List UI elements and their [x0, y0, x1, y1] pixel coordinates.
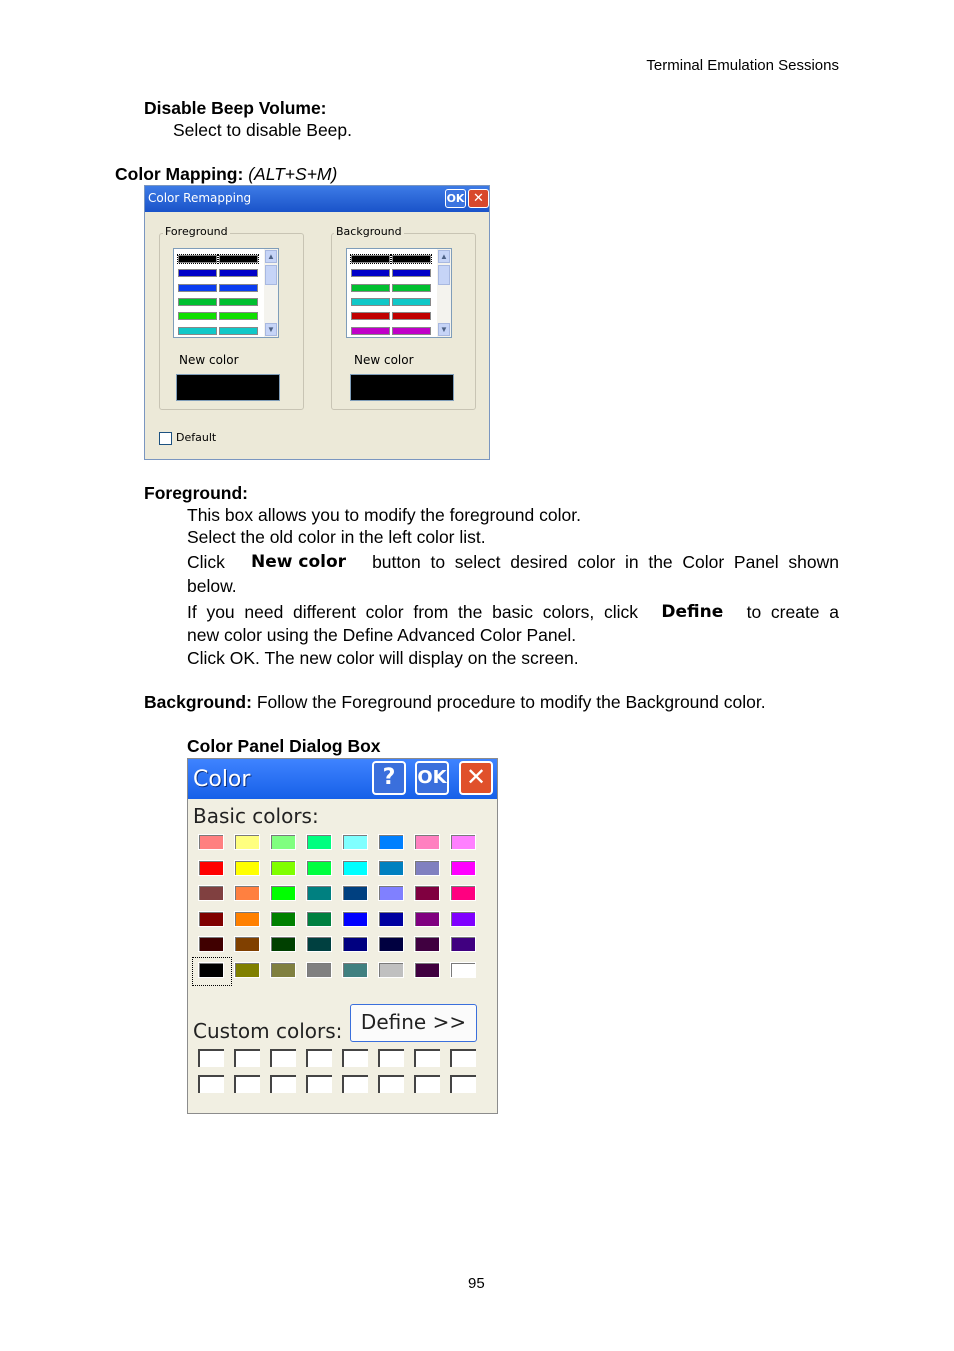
background-list-swatch[interactable]: [392, 312, 431, 320]
basic-color-cell[interactable]: [378, 834, 404, 850]
color-mapping-heading: [115, 163, 337, 185]
color-panel-caption: Color Panel Dialog Box: [187, 736, 381, 756]
custom-color-cell[interactable]: [306, 1075, 332, 1093]
background-list-swatch[interactable]: [392, 255, 431, 263]
scroll-up-icon[interactable]: ▲: [265, 250, 277, 263]
basic-color-cell[interactable]: [450, 834, 476, 850]
background-list-swatch[interactable]: [392, 269, 431, 277]
color-remapping-dialog: [144, 185, 490, 460]
background-new-color-button[interactable]: [350, 374, 454, 401]
background-list-swatch[interactable]: [351, 255, 390, 263]
foreground-define-wrap: new color using the Define Advanced Color Panel.: [187, 625, 577, 645]
background-color-list[interactable]: [346, 248, 452, 338]
foreground-list-scrollbar[interactable]: [264, 249, 278, 337]
basic-color-cell[interactable]: [342, 860, 368, 876]
background-new-color-label: New color: [354, 353, 414, 367]
background-list-swatch[interactable]: [392, 284, 431, 292]
custom-color-cell[interactable]: [234, 1049, 260, 1067]
disable-beep-text: Select to disable Beep.: [173, 120, 353, 140]
foreground-line-1: This box allows you to modify the foreground color.: [187, 505, 581, 525]
background-list-swatch[interactable]: [351, 312, 390, 320]
background-list-swatch[interactable]: [351, 269, 390, 277]
foreground-list-swatch[interactable]: [219, 255, 258, 263]
color-mapping-shortcut: (ALT+S+M): [248, 164, 338, 184]
basic-color-cell[interactable]: [414, 962, 440, 978]
foreground-line-2: Select the old color in the left color list.: [187, 527, 486, 547]
define-prefix: If you need different color from the basic colors, click: [187, 602, 638, 622]
basic-color-cell[interactable]: [378, 936, 404, 952]
foreground-list-swatch[interactable]: [178, 327, 217, 335]
basic-color-cell[interactable]: [234, 860, 260, 876]
remap-close-button[interactable]: ✕: [468, 189, 489, 208]
foreground-heading: Foreground:: [144, 483, 249, 503]
foreground-click-wrap: below.: [187, 576, 237, 596]
basic-color-cell[interactable]: [378, 911, 404, 927]
custom-color-cell[interactable]: [198, 1075, 224, 1093]
color-panel-dialog: [187, 758, 498, 1114]
background-text: Follow the Foreground procedure to modify the Background color.: [256, 692, 766, 712]
foreground-list-swatch[interactable]: [219, 327, 258, 335]
foreground-list-swatch[interactable]: [178, 312, 217, 320]
basic-colors-label: Basic colors:: [193, 804, 319, 828]
color-mapping-label: Color Mapping:: [115, 164, 244, 184]
basic-color-cell[interactable]: [234, 834, 260, 850]
basic-color-cell[interactable]: [198, 936, 224, 952]
basic-color-cell[interactable]: [414, 936, 440, 952]
basic-color-cell[interactable]: [270, 911, 296, 927]
color-title-bar: [188, 759, 497, 799]
foreground-new-color-label: New color: [179, 353, 239, 367]
define-word: Define: [661, 602, 724, 622]
basic-color-cell[interactable]: [342, 911, 368, 927]
remap-title-bar: [145, 186, 489, 212]
foreground-list-swatch[interactable]: [178, 269, 217, 277]
foreground-color-list[interactable]: [173, 248, 279, 338]
background-list-swatch[interactable]: [351, 284, 390, 292]
background-paragraph: [144, 691, 766, 713]
custom-color-cell[interactable]: [234, 1075, 260, 1093]
background-group-label: Background: [336, 225, 402, 238]
help-button[interactable]: ?: [372, 761, 406, 795]
foreground-list-swatch[interactable]: [219, 312, 258, 320]
custom-color-cell[interactable]: [450, 1049, 476, 1067]
background-list-scrollbar[interactable]: [437, 249, 451, 337]
basic-color-cell[interactable]: [306, 860, 332, 876]
default-checkbox[interactable]: [159, 432, 172, 445]
custom-color-cell[interactable]: [306, 1049, 332, 1067]
custom-color-cell[interactable]: [414, 1075, 440, 1093]
scroll-thumb[interactable]: [438, 265, 450, 285]
new-color-word: New color: [250, 552, 347, 572]
background-list-swatch[interactable]: [392, 298, 431, 306]
basic-color-cell[interactable]: [342, 936, 368, 952]
basic-color-cell[interactable]: [198, 834, 224, 850]
custom-color-cell[interactable]: [378, 1075, 404, 1093]
running-header: Terminal Emulation Sessions: [646, 57, 839, 74]
background-heading: Background:: [144, 692, 252, 712]
remap-ok-button[interactable]: OK: [445, 189, 466, 208]
define-suffix: to create a: [746, 602, 839, 622]
basic-color-cell[interactable]: [198, 860, 224, 876]
color-close-button[interactable]: ✕: [459, 761, 493, 795]
custom-color-cell[interactable]: [378, 1049, 404, 1067]
foreground-list-swatch[interactable]: [178, 284, 217, 292]
basic-color-cell[interactable]: [378, 860, 404, 876]
foreground-define-line: [187, 601, 839, 623]
scroll-thumb[interactable]: [265, 265, 277, 285]
custom-color-cell[interactable]: [198, 1049, 224, 1067]
basic-color-cell[interactable]: [306, 885, 332, 901]
scroll-up-icon[interactable]: ▲: [438, 250, 450, 263]
foreground-list-swatch[interactable]: [219, 284, 258, 292]
basic-color-cell[interactable]: [342, 885, 368, 901]
basic-color-cell[interactable]: [414, 860, 440, 876]
scroll-down-icon[interactable]: ▼: [265, 323, 277, 336]
basic-color-cell[interactable]: [234, 962, 260, 978]
basic-color-cell[interactable]: [450, 962, 476, 978]
basic-color-cell[interactable]: [198, 911, 224, 927]
custom-colors-label: Custom colors:: [193, 1019, 343, 1043]
scroll-down-icon[interactable]: ▼: [438, 323, 450, 336]
basic-color-cell[interactable]: [306, 834, 332, 850]
remap-title: Color Remapping: [148, 191, 252, 205]
basic-color-cell[interactable]: [306, 936, 332, 952]
custom-color-cell[interactable]: [270, 1049, 296, 1067]
custom-color-cell[interactable]: [270, 1075, 296, 1093]
basic-color-cell[interactable]: [450, 911, 476, 927]
basic-color-cell[interactable]: [342, 962, 368, 978]
default-label: Default: [176, 431, 217, 444]
color-title: Color: [193, 767, 251, 792]
foreground-list-swatch[interactable]: [178, 298, 217, 306]
background-list-swatch[interactable]: [351, 298, 390, 306]
click-suffix: button to select desired color in the Color Panel shown: [372, 552, 839, 572]
page-number: 95: [468, 1275, 485, 1292]
basic-color-cell[interactable]: [234, 885, 260, 901]
color-ok-button[interactable]: OK: [415, 761, 449, 795]
click-prefix: Click: [187, 552, 225, 572]
basic-color-cell[interactable]: [270, 860, 296, 876]
basic-color-cell[interactable]: [450, 860, 476, 876]
foreground-click-line: [187, 551, 839, 573]
basic-color-cell[interactable]: [270, 936, 296, 952]
basic-color-cell[interactable]: [378, 885, 404, 901]
basic-color-cell[interactable]: [342, 834, 368, 850]
basic-color-cell[interactable]: [414, 834, 440, 850]
foreground-group-label: Foreground: [165, 225, 228, 238]
foreground-list-swatch[interactable]: [219, 269, 258, 277]
basic-color-cell[interactable]: [306, 962, 332, 978]
basic-color-cell[interactable]: [378, 962, 404, 978]
basic-color-cell[interactable]: [414, 885, 440, 901]
foreground-list-swatch[interactable]: [178, 255, 217, 263]
background-list-swatch[interactable]: [351, 327, 390, 335]
basic-color-cell[interactable]: [450, 936, 476, 952]
selected-color-frame: [192, 957, 232, 986]
basic-color-cell[interactable]: [270, 962, 296, 978]
define-button[interactable]: Define >>: [350, 1004, 477, 1042]
basic-color-cell[interactable]: [306, 911, 332, 927]
basic-color-cell[interactable]: [270, 885, 296, 901]
foreground-new-color-button[interactable]: [176, 374, 280, 401]
disable-beep-heading: Disable Beep Volume:: [144, 98, 327, 118]
foreground-list-swatch[interactable]: [219, 298, 258, 306]
background-list-swatch[interactable]: [392, 327, 431, 335]
basic-color-cell[interactable]: [234, 936, 260, 952]
foreground-ok-line: Click OK. The new color will display on the screen.: [187, 648, 579, 668]
custom-color-cell[interactable]: [342, 1049, 368, 1067]
custom-color-cell[interactable]: [342, 1075, 368, 1093]
basic-color-cell[interactable]: [414, 911, 440, 927]
basic-color-cell[interactable]: [198, 885, 224, 901]
basic-color-cell[interactable]: [270, 834, 296, 850]
basic-color-cell[interactable]: [450, 885, 476, 901]
custom-color-cell[interactable]: [450, 1075, 476, 1093]
basic-color-cell[interactable]: [234, 911, 260, 927]
custom-color-cell[interactable]: [414, 1049, 440, 1067]
